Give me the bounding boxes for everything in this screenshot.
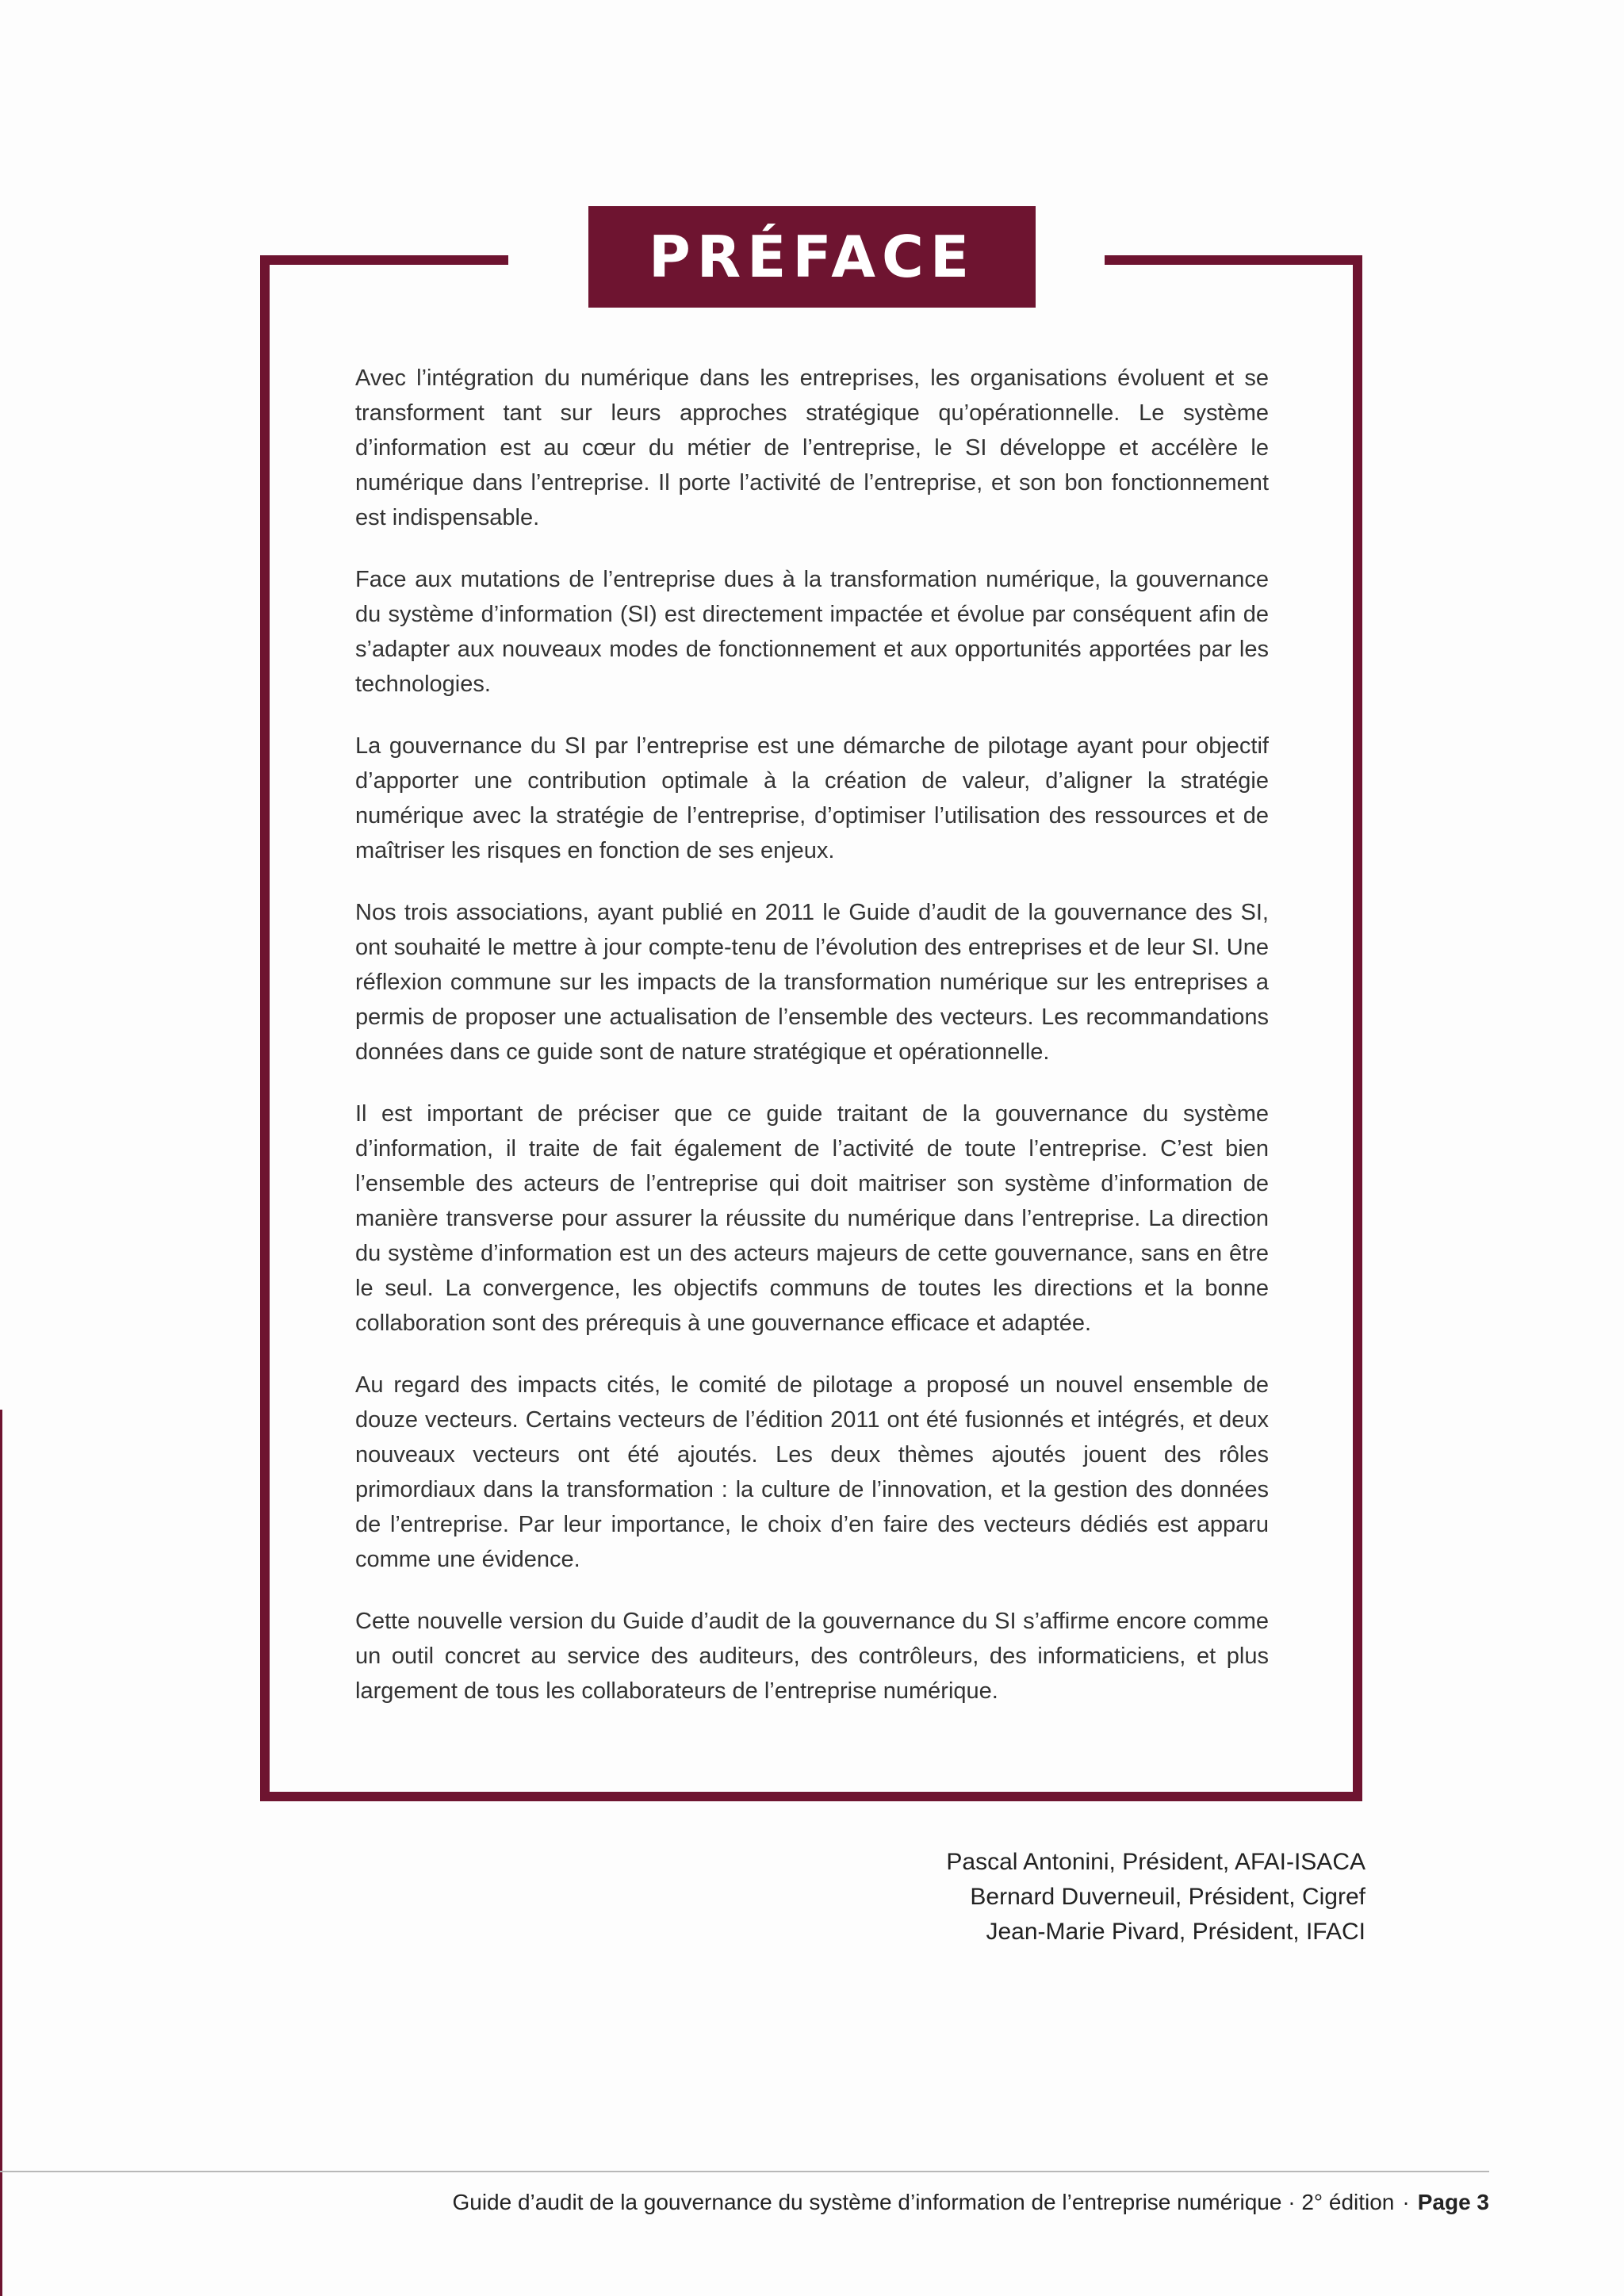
frame-left-border bbox=[260, 255, 270, 1801]
paragraph: Cette nouvelle version du Guide d’audit de la gouvernance du SI s’affirme encore comme un outil concret au service des auditeurs, des contrôleurs, des informaticiens, et plus largement de tous les collaborateurs de l’entreprise numérique. bbox=[355, 1609, 1269, 1704]
frame-right-border bbox=[1353, 255, 1362, 1801]
signature-line: Bernard Duverneuil, Président, Cigref bbox=[970, 1884, 1365, 1910]
paragraph: Face aux mutations de l’entreprise dues à la transformation numérique, la gouvernance du système d’information (SI) est directement impactée et évolue par conséquent afin de s’adapter aux nouveaux modes de fonctionnement et aux opportunités apportées par les technologies. bbox=[355, 567, 1269, 697]
left-margin-accent-bar bbox=[0, 1410, 2, 2296]
signature-line: Jean-Marie Pivard, Président, IFACI bbox=[986, 1919, 1365, 1945]
footer-divider bbox=[0, 2171, 1489, 2172]
paragraph: Avec l’intégration du numérique dans les entreprises, les organisations évoluent et se transforment tant sur leurs approches stratégique qu’opérationnelle. Le système d’information est au cœur du métier de l’entreprise, le SI développe et accélère le numérique dans l’entreprise. Il porte l’activité de l’entreprise, et son bon fonctionnement est indispensable. bbox=[355, 365, 1269, 530]
frame-top-left-border bbox=[260, 255, 508, 265]
title-banner bbox=[588, 206, 1036, 308]
paragraph: Au regard des impacts cités, le comité de pilotage a proposé un nouvel ensemble de douze vecteurs. Certains vecteurs de l’édition 2011 ont été fusionnés et intégrés, et deux nouveaux vecteurs ont été ajoutés. Les deux thèmes ajoutés jouent des rôles primordiaux dans la transformation : la culture de l’innovation, et la gestion des données de l’entreprise. Par leur importance, le choix d’en faire des vecteurs dédiés est apparu comme une évidence. bbox=[355, 1372, 1269, 1572]
footer-separator: · bbox=[1402, 2190, 1410, 2214]
paragraph: La gouvernance du SI par l’entreprise est une démarche de pilotage ayant pour objectif d’apporter une contribution optimale à la création de valeur, d’aligner la stratégie numérique avec la stratégie de l’entreprise, d’optimiser l’utilisation des ressources et de maîtriser les risques en fonction de ses enjeux. bbox=[355, 733, 1269, 863]
page-number: Page 3 bbox=[1417, 2190, 1489, 2214]
footer-title: Guide d’audit de la gouvernance du système d’information de l’entreprise numérique · 2° édition bbox=[452, 2190, 1395, 2214]
page-title: PRÉFACE bbox=[648, 224, 976, 290]
paragraph: Il est important de préciser que ce guide traitant de la gouvernance du système d’information, il traite de fait également de l’activité de toute l’entreprise. C’est bien l’ensemble des acteurs de l’entreprise qui doit maitriser son système d’information de manière transverse pour assurer la réussite du numérique dans l’entreprise. La direction du système d’information est un des acteurs majeurs de cette gouvernance, sans en être le seul. La convergence, les objectifs communs de toutes les directions et la bonne collaboration sont des prérequis à une gouvernance efficace et adaptée. bbox=[355, 1101, 1269, 1336]
preface-body bbox=[355, 361, 1269, 1735]
page-footer bbox=[452, 2190, 1489, 2215]
frame-bottom-border bbox=[260, 1792, 1362, 1801]
paragraph: Nos trois associations, ayant publié en 2011 le Guide d’audit de la gouvernance des SI, ont souhaité le mettre à jour compte-tenu de l’évolution des entreprises et de leur SI. Une réflexion commune sur les impacts de la transformation numérique sur les entreprises a permis de proposer une actualisation de l’ensemble des vecteurs. Les recommandations données dans ce guide sont de nature stratégique et opérationnelle. bbox=[355, 900, 1269, 1065]
frame-top-right-border bbox=[1105, 255, 1362, 265]
signature-line: Pascal Antonini, Président, AFAI-ISACA bbox=[946, 1849, 1365, 1875]
signature-block bbox=[946, 1845, 1365, 1950]
